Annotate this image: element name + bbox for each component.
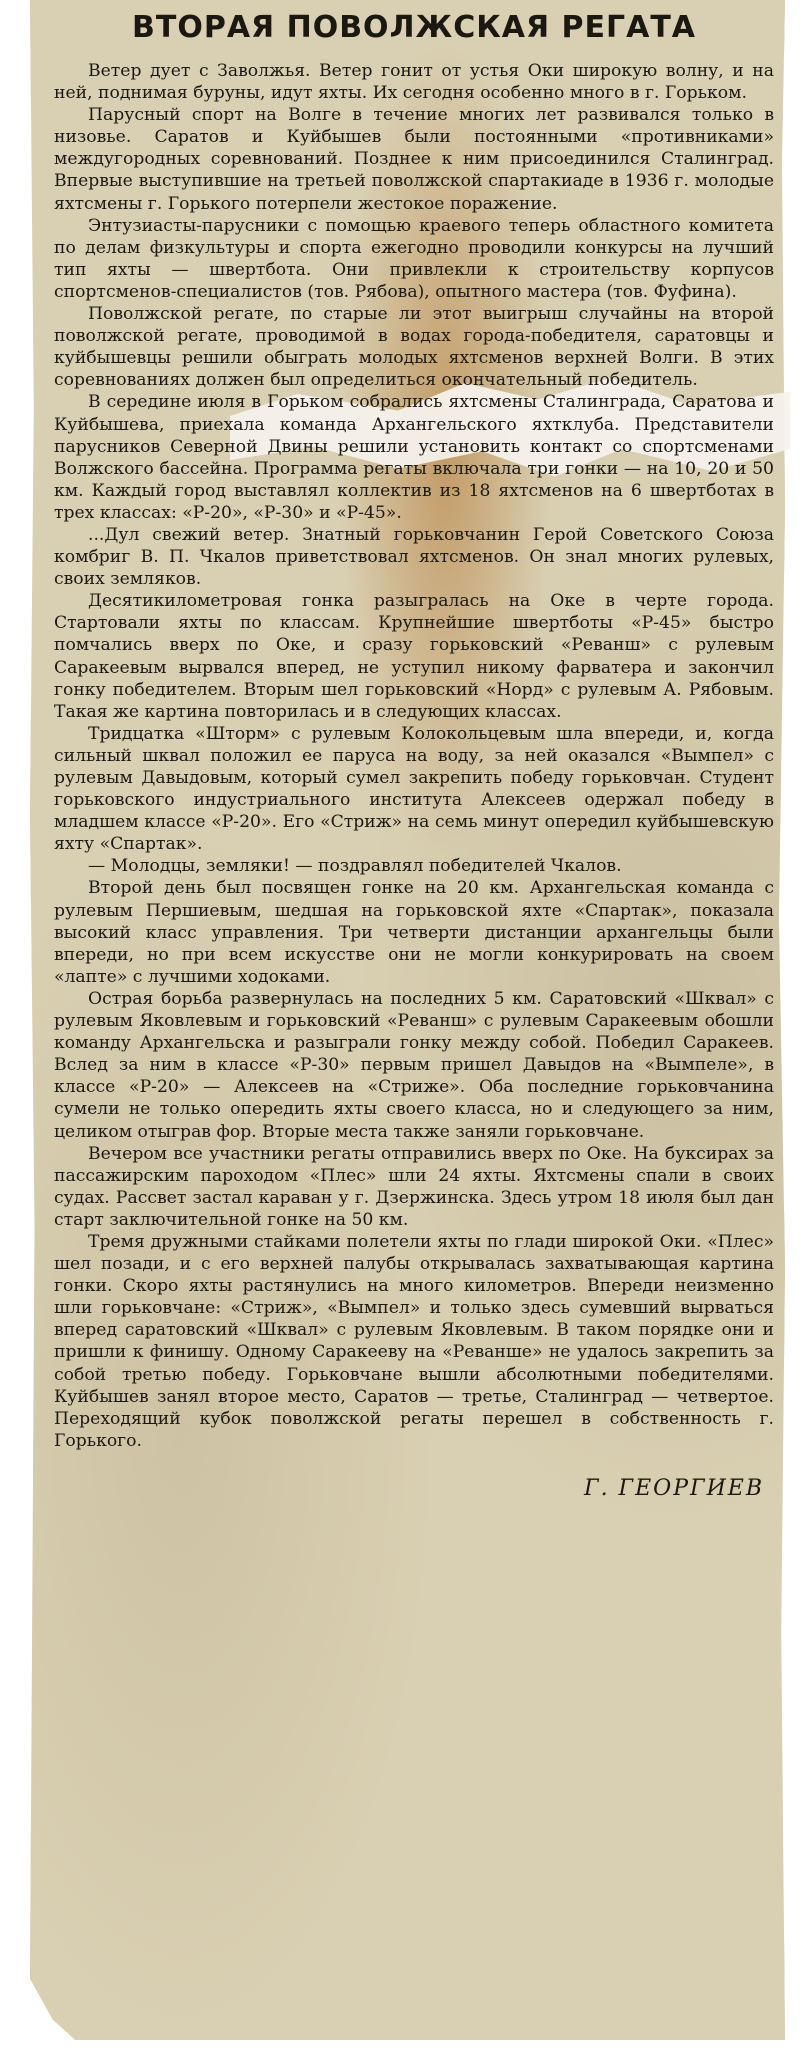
article [54,8,774,1501]
article-paragraph: Десятикилометровая гонка разыгралась на Оке в черте города. Стартовали яхты по классам. Крупнейшие швертботы «Р-45» быстро помчались вверх по Оке, и сразу горьковский «Реванш» с рулевым Саракеевым вырвался вперед, не уступил никому фарватера и закончил гонку победителем. Вторым шел горьковский «Норд» с рулевым А. Рябовым. Такая же картина повторилась и в следующих классах. [54,591,774,722]
article-paragraph: Ветер дует с Заволжья. Ветер гонит от устья Оки широкую волну, и на ней, поднимая буруны, идут яхты. Их сегодня особенно много в г. Горьком. [54,61,774,104]
author-signature: Г. ГЕОРГИЕВ [584,1475,764,1501]
article-paragraph: Второй день был посвящен гонке на 20 км. Архангельская команда с рулевым Першиевым, шедшая на горьковской яхте «Спартак», показала высокий класс управления. Три четверти дистанции архангельцы были впереди, но при всем искусстве они не могли конкурировать на своем «лапте» с лучшими ходоками. [54,878,774,987]
article-paragraph: Острая борьба развернулась на последних 5 км. Саратовский «Шквал» с рулевым Яковлевым и горьковский «Реванш» с рулевым Саракеевым обошли команду Архангельска и разыграли гонку между собой. Победил Саракеев. Вслед за ним в классе «Р-30» первым пришел Давыдов на «Вымпеле», в классе «Р-20» — Алексеев на «Стриже». Оба последние горьковчанина сумели не только опередить яхты своего класса, но и следующего за ним, целиком отыграв фор. Вторые места также заняли горьковчане. [54,988,774,1142]
article-paragraph: В середине июля в Горьком собрались яхтсмены Сталинграда, Саратова и Куйбышева, приехала команда Архангельского яхтклуба. Представители парусников Северной Двины решили установить контакт со спортсменами Волжского бассейна. Программа регаты включала три гонки — на 10, 20 и 50 км. Каждый город выставлял коллектив из 18 яхтсменов на 6 швертботах в трех классах: «Р-20», «Р-30» и «Р-45». [54,392,774,523]
article-paragraph: Поволжской регате, по старые ли этот выигрыш случайны на второй поволжской регате, проводимой в водах города-победителя, саратовцы и куйбышевцы решили обыграть молодых яхтсменов верхней Волги. В этих соревнованиях должен был определиться окончательный победитель. [54,304,774,391]
article-paragraph: Тремя дружными стайками полетели яхты по глади широкой Оки. «Плес» шел позади, и с его верхней палубы открывалась захватывающая картина гонки. Скоро яхты растянулись на много километров. Впереди неизменно шли горьковчане: «Стриж», «Вымпел» и только здесь сумевший вырваться вперед саратовский «Шквал» с рулевым Яковлевым. В таком порядке они и пришли к финишу. Одному Саракееву на «Реванше» не удалось закрепить за собой третью победу. Горьковчане вышли абсолютными победителями. Куйбышев занял второе место, Саратов — третье, Сталинград — четвертое. Переходящий кубок поволжской регаты перешел в собственность г. Горького. [54,1231,774,1451]
article-paragraph: — Молодцы, земляки! — поздравлял победителей Чкалов. [88,856,622,877]
article-paragraph: Энтузиасты-парусники с помощью краевого теперь областного комитета по делам физкультуры и спорта ежегодно проводили конкурсы на лучший тип яхты — швертбота. Они привлекли к строительству корпусов спортсменов-специалистов (тов. Рябова), опытного мастера (тов. Фуфина). [54,215,774,302]
article-paragraph: ...Дул свежий ветер. Знатный горьковчанин Герой Советского Союза комбриг В. П. Чкалов приветствовал яхтсменов. Он знал многих рулевых, своих земляков. [54,524,774,590]
article-paragraph: Парусный спорт на Волге в течение многих лет развивался только в низовье. Саратов и Куйбышев были постоянными «противниками» междугородных соревнований. Позднее к ним присоединился Сталинград. Впервые выступившие на третьей поволжской спартакиаде в 1936 г. молодые яхтсмены г. Горького потерпели жестокое поражение. [54,105,774,214]
article-title: ВТОРАЯ ПОВОЛЖСКАЯ РЕГАТА [132,10,696,45]
article-paragraph: Вечером все участники регаты отправились вверх по Оке. На буксирах за пассажирским пароходом «Плес» шли 24 яхты. Яхтсмены спали в своих судах. Рассвет застал караван у г. Дзержинска. Здесь утром 18 июля был дан старт заключительной гонке на 50 км. [54,1143,774,1230]
article-paragraph: Тридцатка «Шторм» с рулевым Колокольцевым шла впереди, и, когда сильный шквал положил ее паруса на воду, за ней оказался «Вымпел» с рулевым Давыдовым, который сумел закрепить победу горьковчан. Студент горьковского индустриального института Алексеев одержал победу в младшем классе «Р-20». Его «Стриж» на семь минут опередил куйбышевскую яхту «Спартак». [54,723,774,855]
